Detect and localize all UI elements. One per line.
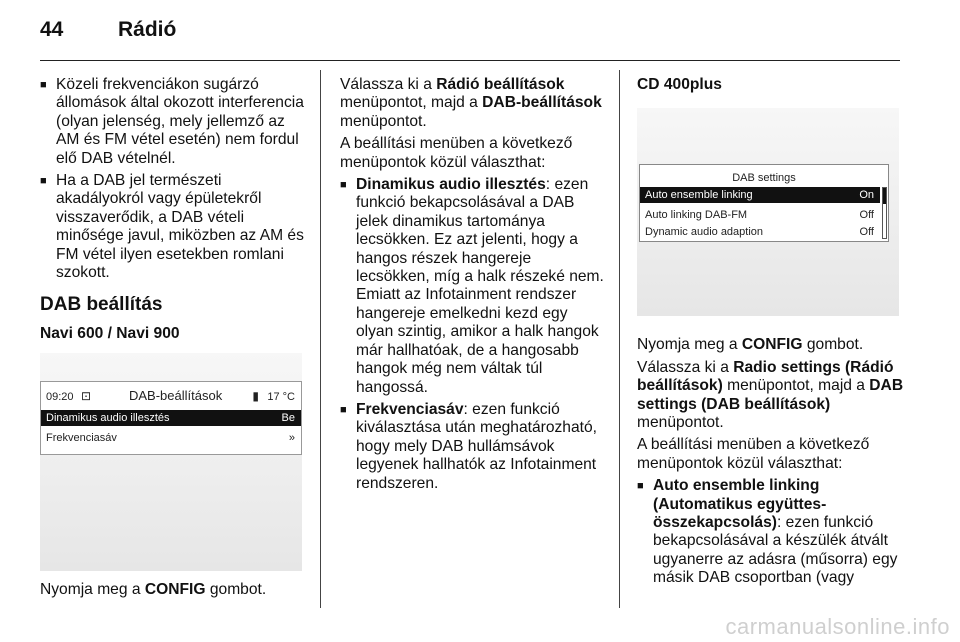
config-keyword: CONFIG bbox=[741, 336, 803, 354]
radio-icon: ⊡ bbox=[81, 389, 92, 404]
column-3 bbox=[637, 76, 905, 592]
text: gombot. bbox=[205, 581, 267, 599]
text: menüpontot, majd a bbox=[722, 377, 870, 395]
paragraph: A beállítási menüben a következő menüpontok közül választhat: bbox=[637, 436, 870, 472]
text: menüpontot. bbox=[340, 112, 427, 130]
section-heading: DAB beállítás bbox=[40, 294, 163, 316]
navi-screen bbox=[40, 381, 302, 455]
clock: 09:20 bbox=[46, 391, 74, 404]
menu-row[interactable] bbox=[640, 207, 880, 223]
text: menüpontot. bbox=[637, 414, 724, 432]
row-label: Auto ensemble linking bbox=[645, 189, 753, 202]
text: Válassza ki a bbox=[340, 76, 437, 93]
paragraph bbox=[340, 76, 608, 131]
column-divider-2 bbox=[619, 70, 620, 608]
instruction bbox=[637, 336, 905, 354]
menu-row-selected[interactable] bbox=[41, 410, 301, 426]
scrollbar[interactable] bbox=[882, 187, 887, 239]
navi-status-bar bbox=[41, 386, 301, 404]
instruction bbox=[40, 581, 310, 599]
bullet-text: Ha a DAB jel természeti akadályokról vagy épületekről visszaverődik, a DAB vételi minősége javul, miközben az AM és FM vétel ilyen esetekben romlani szokott. bbox=[56, 172, 304, 282]
row-label: Auto linking DAB-FM bbox=[645, 209, 748, 222]
text: menüpontot, majd a bbox=[340, 94, 483, 112]
row-label: Dinamikus audio illesztés bbox=[46, 412, 170, 425]
bullet-text: Közeli frekvenciákon sugárzó állomások által okozott interferencia (olyan jelenség, mely jellemző az AM és FM vétel esetén) nem fordul elő DAB vételnél. bbox=[56, 76, 304, 167]
list-item bbox=[637, 477, 905, 587]
config-keyword: CONFIG bbox=[144, 581, 206, 599]
page-title: Rádió bbox=[118, 18, 177, 41]
screen-title: DAB-beállítások bbox=[129, 388, 223, 404]
menu-row[interactable] bbox=[640, 224, 880, 240]
subsection-heading: Navi 600 / Navi 900 bbox=[40, 324, 180, 342]
paragraph bbox=[637, 359, 905, 433]
option-name: Auto ensemble linking (Automatikus együttes-összekapcsolás) bbox=[653, 477, 827, 532]
scrollbar-thumb[interactable] bbox=[883, 188, 886, 204]
header-rule bbox=[40, 60, 900, 61]
column-1 bbox=[40, 76, 310, 604]
paragraph: A beállítási menüben a következő menüpontok közül választhat: bbox=[340, 135, 573, 171]
row-value: Be bbox=[281, 412, 295, 425]
option-text: : ezen funkció kiválasztása után meghatározható, hogy mely DAB hullámsávok legyenek hallhatók az Infotainment rendszeren. bbox=[356, 400, 597, 492]
menu-name: DAB-beállítások bbox=[482, 94, 602, 112]
menu-name: DAB settings (DAB beállítások) bbox=[637, 377, 904, 413]
option-name: Dinamikus audio illesztés bbox=[356, 176, 546, 194]
row-value: Off bbox=[859, 209, 874, 222]
chevron-right-icon: » bbox=[288, 432, 295, 445]
text: Nyomja meg a bbox=[40, 581, 145, 599]
page-number: 44 bbox=[40, 18, 64, 41]
cd400-screen bbox=[639, 164, 889, 242]
menu-name: Rádió beállítások bbox=[436, 76, 565, 93]
phone-icon: ▮ bbox=[252, 389, 259, 404]
menu-row[interactable] bbox=[41, 430, 301, 446]
list-item bbox=[40, 172, 310, 282]
list-item bbox=[340, 401, 608, 493]
row-value: Off bbox=[859, 226, 874, 239]
navi-screenshot bbox=[40, 353, 302, 571]
device-heading: CD 400plus bbox=[637, 76, 722, 93]
list-item bbox=[340, 176, 608, 397]
row-value: On bbox=[859, 189, 874, 202]
row-label: Frekvenciasáv bbox=[46, 432, 117, 445]
menu-name: Radio settings (Rádió beállítások) bbox=[637, 358, 894, 395]
screen-title: DAB settings bbox=[732, 172, 796, 185]
list-item bbox=[40, 76, 310, 168]
row-label: Dynamic audio adaption bbox=[645, 226, 764, 239]
option-text: : ezen funkció bekapcsolásával a készülék átvált ugyanerre az adásra (műsorra) egy másik DAB csoportban (vagy bbox=[653, 514, 898, 587]
cd400-screenshot bbox=[637, 108, 899, 316]
watermark-credit: carmanualsonline.info bbox=[725, 614, 950, 639]
temperature: 17 °C bbox=[267, 391, 295, 404]
option-text: : ezen funkció bekapcsolásával a DAB jelek dinamikus tartománya lecsökken. Ez azt jelenti, hogy a hangos részek hangereje lecsökken, míg a halk részeké nem. Emiatt az Infotainment rendszer hangereje emelkedni kezd egy olyan szintig, amikor a halk hangok már hallhatóak, de a hangosabb hangok még nem váltak túl hangossá. bbox=[356, 176, 604, 396]
text: gombot. bbox=[802, 336, 864, 354]
text: Nyomja meg a bbox=[637, 336, 742, 354]
column-divider-1 bbox=[320, 70, 321, 608]
option-name: Frekvenciasáv bbox=[356, 400, 464, 418]
menu-row-selected[interactable] bbox=[640, 187, 880, 203]
text: Válassza ki a bbox=[637, 358, 734, 376]
column-2 bbox=[340, 76, 608, 497]
